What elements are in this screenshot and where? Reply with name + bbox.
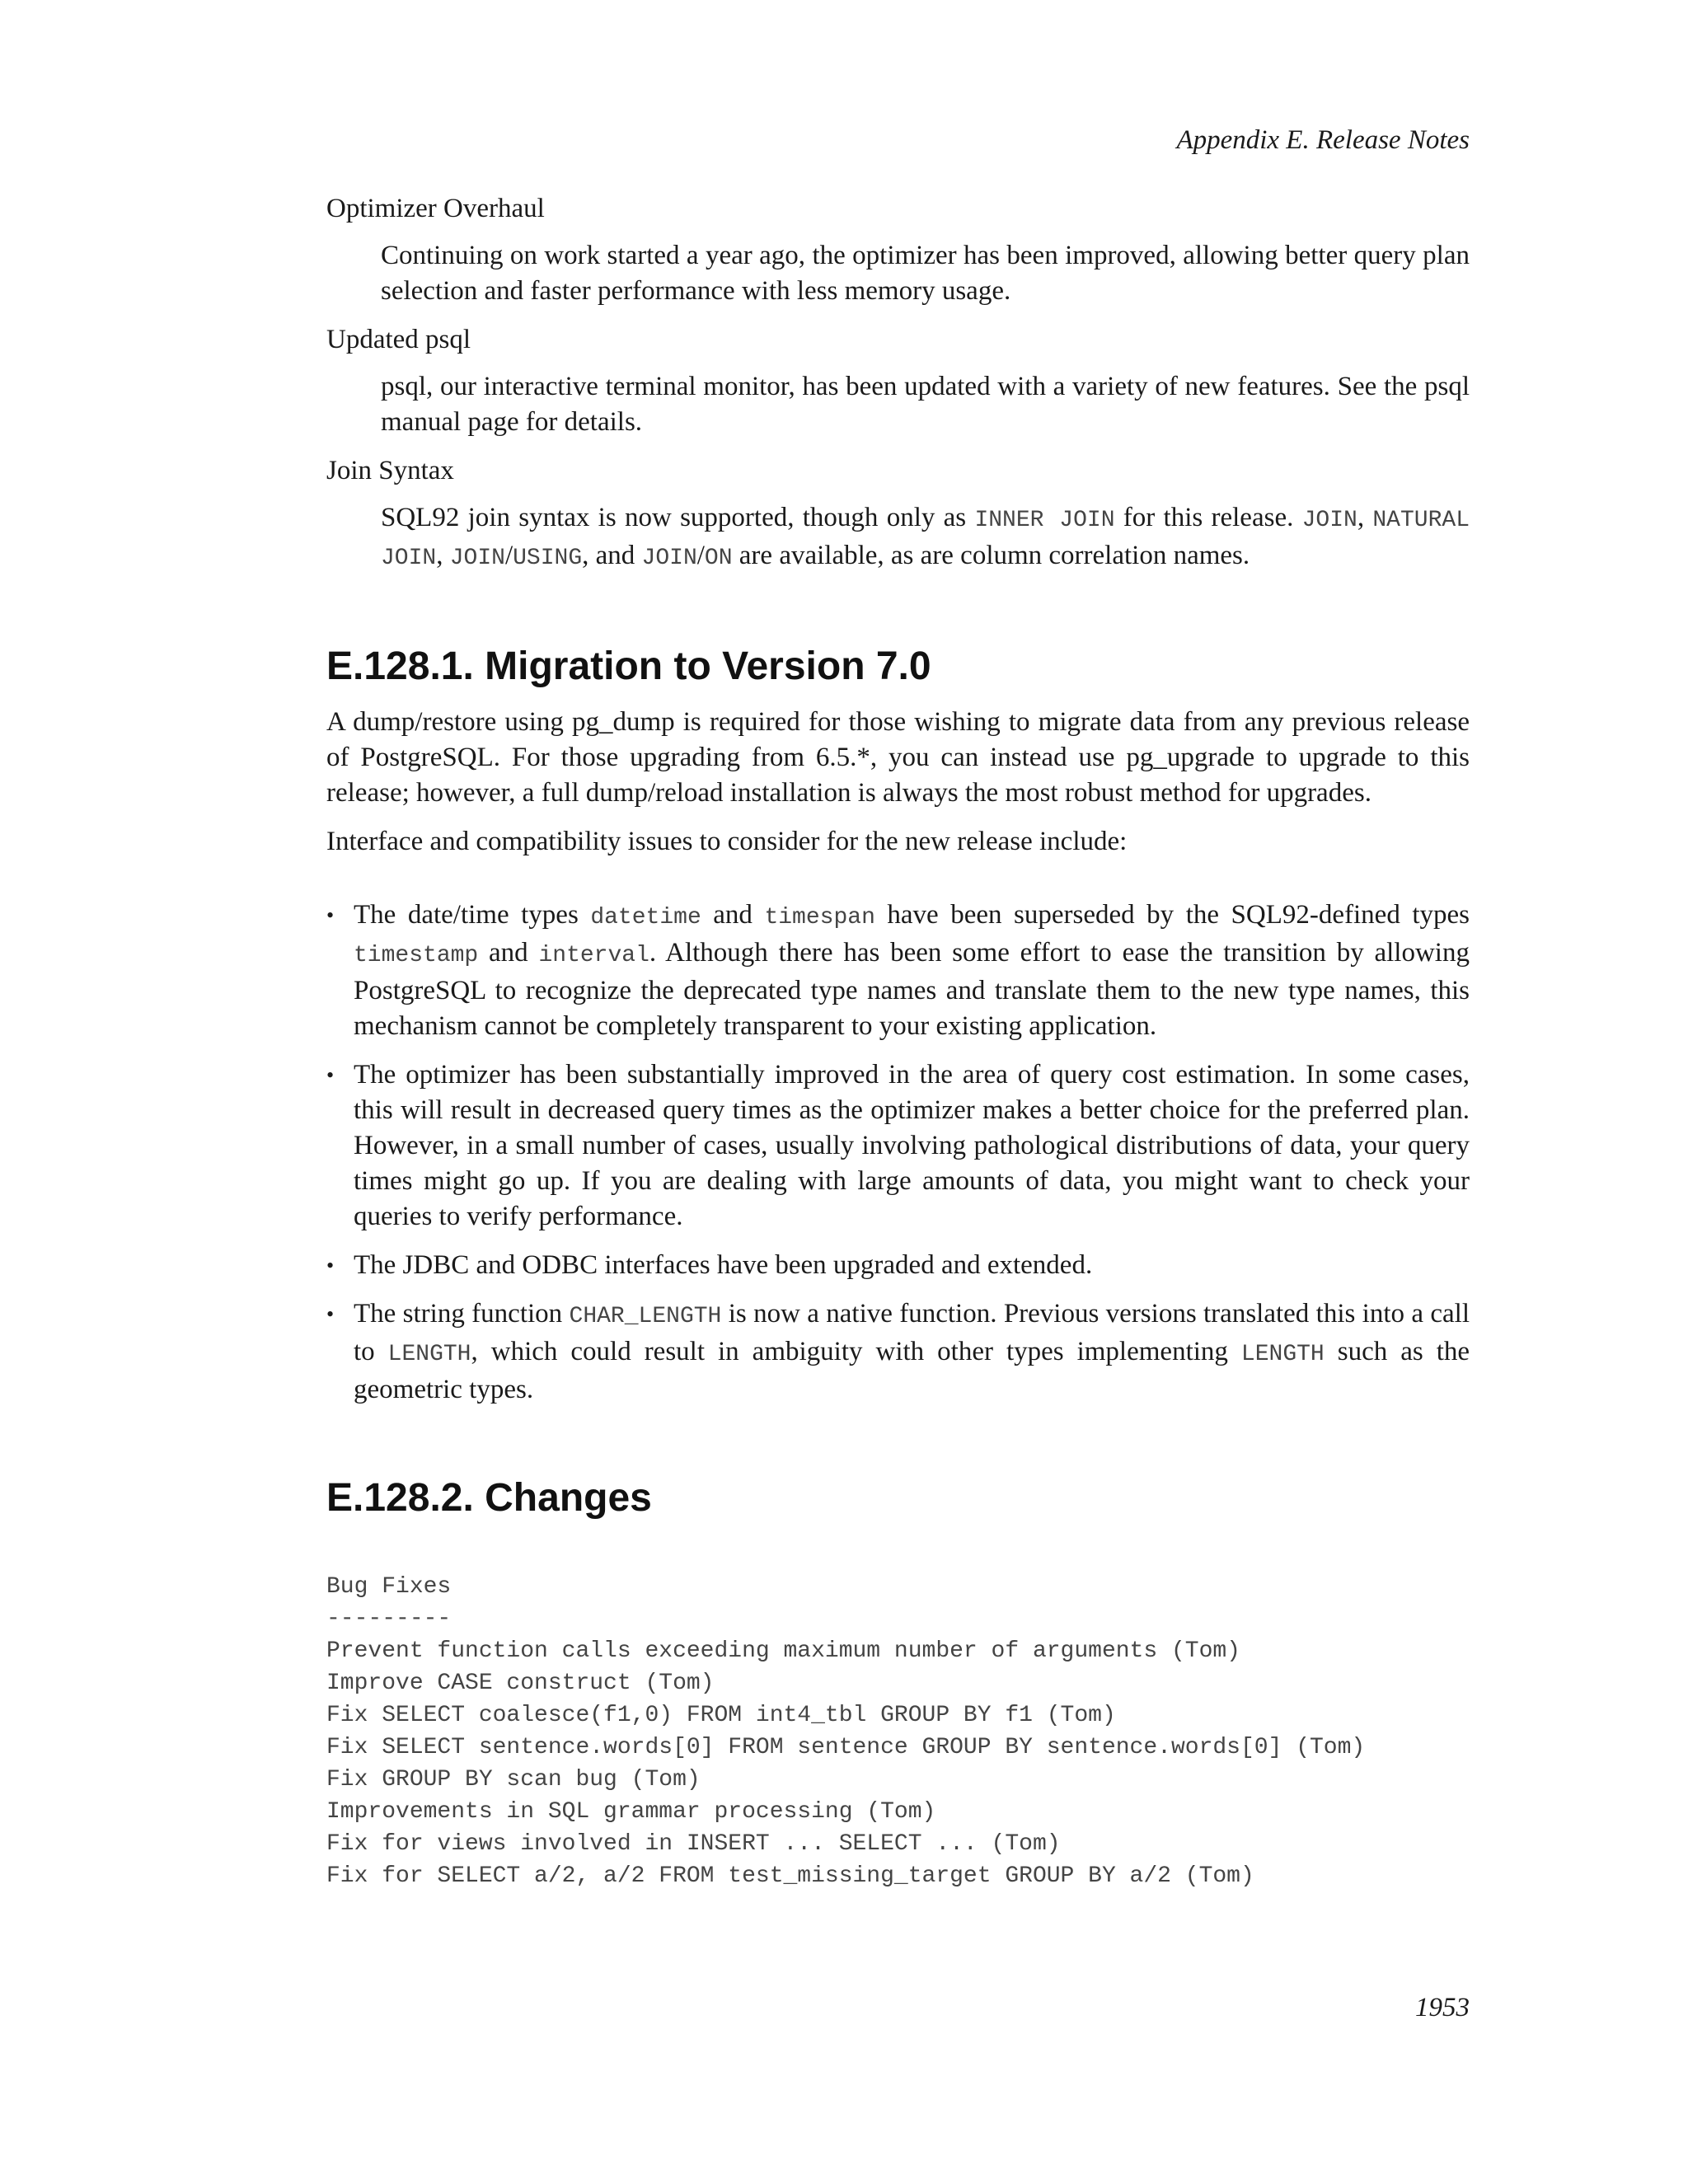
code-line: Fix for SELECT a/2, a/2 FROM test_missing_target GROUP BY a/2 (Tom) <box>326 1863 1254 1889</box>
text-run: , <box>436 541 450 570</box>
code-line: Improvements in SQL grammar processing (Tom) <box>326 1799 936 1825</box>
code-term: JOIN <box>641 546 697 571</box>
code-term: USING <box>513 546 583 571</box>
compatibility-issues-list <box>326 898 1470 1408</box>
list-item <box>326 1057 1470 1235</box>
bullet-icon: • <box>326 1254 335 1277</box>
text-run: The optimizer has been substantially improved in the area of query cost estimation. In some cases, this will result in decreased query times as the optimizer makes a better choice for the preferred plan. However, in a small number of cases, usually involving pathological distributions of data, your query times might go up. If you are dealing with large amounts of data, you might want to check your queries to verify performance. <box>354 1060 1470 1231</box>
code-term: JOIN <box>1301 508 1357 533</box>
text-run: , <box>1357 503 1373 532</box>
code-term: interval <box>538 943 649 968</box>
code-term: datetime <box>590 905 701 930</box>
list-item <box>326 1296 1470 1408</box>
section-heading-migration: E.128.1. Migration to Version 7.0 <box>326 644 931 688</box>
code-line: Fix for views involved in INSERT ... SELECT ... (Tom) <box>326 1831 1061 1857</box>
code-term: NATURAL JOIN <box>381 508 1470 571</box>
code-line: Bug Fixes <box>326 1574 452 1600</box>
text-run: have been superseded by the SQL92-defined types <box>874 900 1470 930</box>
code-line: Improve CASE construct (Tom) <box>326 1671 715 1696</box>
code-line: Fix SELECT sentence.words[0] FROM sentence GROUP BY sentence.words[0] (Tom) <box>326 1735 1366 1760</box>
page-number: 1953 <box>1415 1993 1470 2022</box>
feature-term: Updated psql <box>326 325 471 354</box>
list-item <box>326 1248 1470 1283</box>
text-run: SQL92 join syntax is now supported, though only as <box>381 503 975 532</box>
text-run: are available, as are column correlation names. <box>732 541 1250 570</box>
code-term: timespan <box>764 905 875 930</box>
text-run: . Although there has been some effort to ease the transition by allowing PostgreSQL to recognize the deprecated type names and translate them to the new type names, this mechanism cannot be completely transparent to your existing application. <box>354 938 1470 1041</box>
feature-description: Continuing on work started a year ago, the optimizer has been improved, allowing better query plan selection and faster performance with less memory usage. <box>381 241 1470 306</box>
text-run: and <box>701 900 765 930</box>
code-term: CHAR_LENGTH <box>569 1304 722 1329</box>
section-heading-changes: E.128.2. Changes <box>326 1476 652 1520</box>
code-term: LENGTH <box>1240 1342 1325 1367</box>
text-run: such as the geometric types. <box>354 1337 1470 1404</box>
feature-description <box>381 500 1470 576</box>
page-content <box>326 191 1470 1892</box>
text-run: The date/time types <box>354 900 591 930</box>
code-line: Fix GROUP BY scan bug (Tom) <box>326 1767 701 1793</box>
text-run: for this release. <box>1114 503 1302 532</box>
code-term: LENGTH <box>387 1342 471 1367</box>
paragraph: Interface and compatibility issues to consider for the new release include: <box>326 827 1128 856</box>
code-line: Fix SELECT coalesce(f1,0) FROM int4_tbl GROUP BY f1 (Tom) <box>326 1703 1116 1728</box>
changes-code-block <box>326 1571 1470 1892</box>
feature-description: psql, our interactive terminal monitor, has been updated with a variety of new features. See the psql manual page for details. <box>381 372 1470 437</box>
feature-term: Join Syntax <box>326 456 454 485</box>
text-run: is now a native function. Previous versions translated this into a call to <box>354 1299 1470 1366</box>
text-run: / <box>504 541 513 570</box>
text-run: , and <box>582 541 642 570</box>
bullet-icon: • <box>326 903 335 927</box>
code-line: Prevent function calls exceeding maximum number of arguments (Tom) <box>326 1638 1240 1664</box>
code-term: JOIN <box>449 546 505 571</box>
code-term: INNER JOIN <box>974 508 1115 533</box>
code-term: ON <box>704 546 733 571</box>
text-run: The JDBC and ODBC interfaces have been upgraded and extended. <box>354 1250 1093 1280</box>
text-run: , which could result in ambiguity with other types implementing <box>471 1337 1241 1366</box>
running-header: Appendix E. Release Notes <box>1176 125 1470 155</box>
feature-list <box>326 191 1470 576</box>
code-line: --------- <box>326 1606 452 1632</box>
text-run: / <box>696 541 705 570</box>
paragraph: A dump/restore using pg_dump is required for those wishing to migrate data from any previous release of PostgreSQL. For those upgrading from 6.5.*, you can instead use pg_upgrade to upgrade to this release; however, a full dump/reload installation is always the most robust method for upgrades. <box>326 707 1470 808</box>
bullet-icon: • <box>326 1302 335 1326</box>
text-run: The string function <box>354 1299 570 1329</box>
feature-term: Optimizer Overhaul <box>326 194 545 223</box>
text-run: and <box>478 938 539 968</box>
bullet-icon: • <box>326 1063 335 1087</box>
list-item <box>326 898 1470 1044</box>
code-term: timestamp <box>354 943 479 968</box>
